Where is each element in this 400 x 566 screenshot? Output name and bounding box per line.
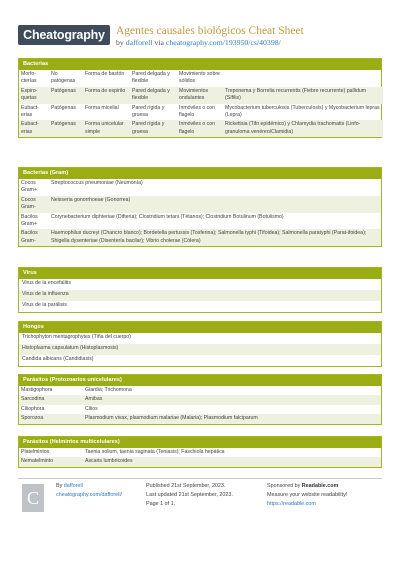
bacterias-table: [19, 70, 383, 137]
table-cell: Forma micelial: [85, 104, 119, 111]
table-cell: Treponema y Borrelia recurrentis (Fiebre recurrente) pallidum (Sífilis): [223, 87, 383, 104]
table-row: [19, 448, 381, 457]
table-cell: Cocos Gram+: [21, 180, 37, 194]
table-cell: Inmóviles o con flagelo: [177, 120, 223, 137]
table-cell: Sarcodina: [19, 395, 83, 404]
cheatography-c-logo: C: [22, 484, 44, 512]
footer-page-count: Page 1 of 1.: [146, 501, 176, 507]
table-cell: Eubact-erias: [19, 120, 49, 137]
list-item: Virus de la parálisis: [22, 302, 67, 308]
page-header: [0, 0, 400, 56]
section-helmintos: [18, 436, 382, 468]
table-cell: Streptococcus pneumoniae (Neumonía): [51, 180, 143, 186]
table-cell: Patógenas: [49, 120, 83, 137]
section-heading: Parásitos (Protozoarios unicelulares): [19, 375, 381, 386]
section-hongos: [18, 321, 382, 367]
table-cell: Ascaris lumbricoides: [83, 457, 381, 466]
byline-via: via: [154, 38, 164, 47]
table-cell: Bacilos Gram-: [19, 229, 49, 246]
footer-sponsor-text: Measure your website readability!: [267, 492, 348, 498]
sponsor-link[interactable]: Readable.com: [301, 483, 339, 489]
sheet-url-link[interactable]: cheatography.com/193950/cs/40398/: [165, 38, 281, 47]
gram-table: [19, 179, 381, 246]
table-cell: Nematelminto: [19, 457, 83, 466]
footer-updated: Last updated 21st September, 2023.: [146, 492, 233, 498]
section-heading: Virus: [19, 268, 381, 279]
page-title: Agentes causales biológicos Cheat Sheet: [116, 25, 304, 37]
table-cell: Amibas: [83, 395, 381, 404]
table-cell: Ciliophora: [21, 405, 45, 412]
list-item: Trichophyton mentagrophytes (Tiña del cuerpo): [22, 334, 131, 340]
section-bacterias-gram: [18, 167, 382, 247]
footer-published: Published 21st September, 2023.: [146, 483, 226, 489]
footer-author-url-link[interactable]: cheatography.com/dafforell/: [56, 492, 123, 498]
list-item: Histoplasma capsulatum (Histoplasmosis): [19, 344, 381, 355]
table-cell: Movimiento sobre sólidos: [179, 71, 220, 85]
section-heading: Hongos: [19, 322, 381, 333]
table-cell: Neisseria gonorrhoeae (Gonorrea): [49, 196, 381, 213]
section-heading: Bacterias: [19, 59, 381, 70]
table-row: [19, 104, 383, 121]
table-cell: Movimientos ondulantes: [177, 87, 223, 104]
section-bacterias: [18, 58, 382, 138]
table-row: [19, 87, 383, 104]
table-cell: Bacilos Gram+: [21, 213, 38, 228]
table-row: [19, 179, 381, 196]
list-item: Virus de la influenza: [19, 290, 381, 301]
table-row: [19, 213, 381, 230]
table-cell: Mastigophora: [21, 387, 53, 393]
footer-author-link[interactable]: dafforell: [63, 483, 83, 489]
table-cell: Taenia solium, taenia saginata (Teniasis); Faschiola hepática: [85, 449, 225, 455]
page-footer: [18, 478, 382, 518]
table-row: [19, 120, 383, 137]
footer-author-url: [56, 491, 122, 500]
table-cell: Forma de espirilo: [83, 87, 130, 104]
footer-sponsor-pre: Sponsored by: [267, 483, 301, 489]
table-cell: Pared rígida y gruesa: [130, 120, 177, 137]
section-heading: Bacterias (Gram): [19, 168, 381, 179]
table-row: [19, 395, 381, 404]
table-cell: Cilios: [85, 405, 98, 412]
table-row: [19, 386, 381, 395]
table-cell: No patógenas: [51, 71, 76, 85]
table-cell: Rickettsia (Tifo epidémico) y Chlamydia trachomatis (Linfo-granuloma venéreo/Clamidia): [223, 120, 383, 137]
table-cell: Patógenas: [49, 87, 83, 104]
protozoarios-table: [19, 386, 381, 424]
table-cell: [223, 70, 383, 87]
section-virus: [18, 267, 382, 313]
byline: [116, 38, 281, 47]
table-cell: Forma unicelular simple: [83, 120, 130, 137]
table-cell: Sporozoa: [19, 414, 83, 423]
table-row: [19, 405, 381, 414]
table-cell: Giardia; Trichomona: [85, 387, 132, 393]
table-cell: Espiro-quetas: [19, 87, 49, 104]
section-protozoarios: [18, 374, 382, 425]
table-cell: Mycobacterium tuberculosis (Tuberculosis) y Mycobacterium lepras (Lepra): [225, 104, 380, 119]
table-cell: Plasmodium vivax, plasmodium malariae (Malaria); Plasmodium falciparum: [83, 414, 381, 423]
list-item: Virus de la encefalitis: [22, 280, 71, 286]
byline-by: by: [116, 38, 124, 47]
author-link[interactable]: dafforell: [125, 38, 153, 47]
table-cell: Pared delgada y flexible: [130, 87, 177, 104]
list-item: Candida albicans (Candidiasis): [22, 356, 94, 362]
footer-sponsor-url: [267, 500, 316, 509]
table-row: [19, 457, 381, 466]
table-cell: Pared delgada y flexible: [132, 71, 170, 85]
footer-sponsor: [267, 482, 338, 491]
table-cell: Cocos Gram-: [19, 196, 49, 213]
table-row: [19, 229, 381, 246]
table-row: [19, 196, 381, 213]
table-cell: Patógenas: [51, 104, 76, 111]
footer-by: By: [56, 483, 63, 489]
table-cell: Morfo-cterías: [21, 71, 37, 85]
sponsor-url-link[interactable]: https://readable.com: [267, 501, 316, 507]
table-cell: Forma de bastón: [85, 71, 125, 77]
table-cell: Haemophilus ducreyi (Chancro blanco); Bordetella pertussis (Tosferina); Salmonella typhi (Tifoidea); Salmonella paratyphi (Parat-ifoidea); Shigella dysenteriae (Disentería bacilar); Vibrio cholerae (Cólera): [49, 229, 381, 246]
footer-author: [56, 482, 83, 491]
table-row: [19, 414, 381, 423]
table-cell: Eubact-erias: [21, 104, 39, 119]
table-cell: Corynebacterium diphteriae (Difteria); Clostridium tetani (Tétanos); Clostridium Botulinum (Botulismo): [51, 213, 284, 220]
helmintos-table: [19, 448, 381, 467]
table-cell: Pared rígida y gruesa: [132, 104, 165, 119]
table-cell: Platelmintos: [21, 449, 50, 455]
table-cell: Inmóviles o con flagelo: [179, 104, 216, 119]
cheatography-logo[interactable]: Cheatography: [18, 25, 110, 45]
table-row: [19, 70, 383, 87]
section-heading: Parásitos (Helmintos multicelulares): [19, 437, 381, 448]
